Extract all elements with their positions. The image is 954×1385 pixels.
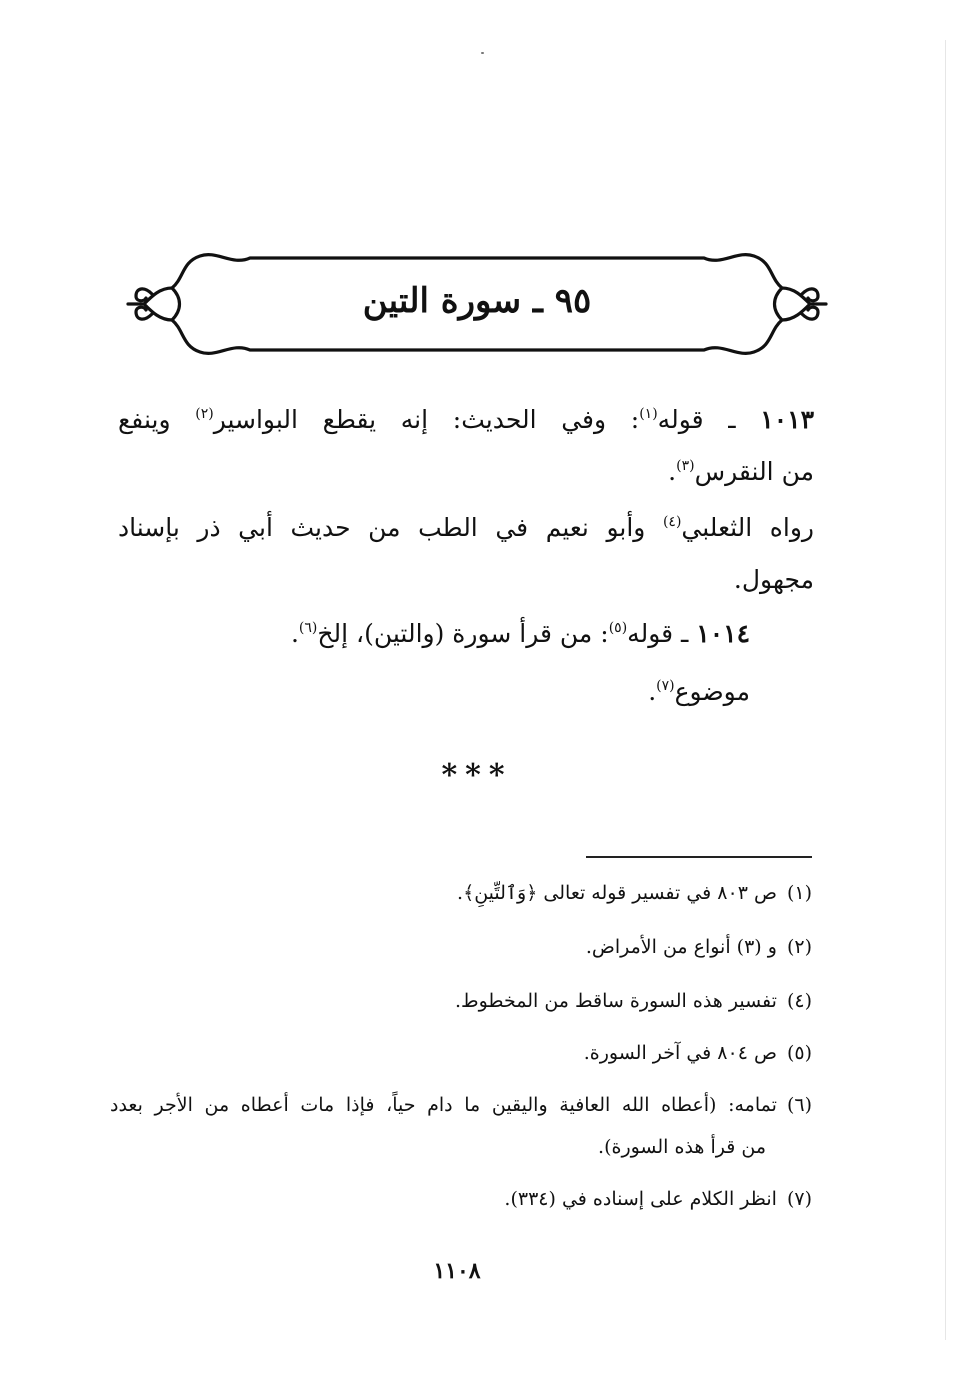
- footnote-6-line1: [110, 1088, 812, 1122]
- section-separator: ***: [441, 758, 513, 793]
- footnote-1: [300, 876, 812, 910]
- footnote-ref[interactable]: (٧): [656, 678, 675, 694]
- narration-line1: [118, 508, 814, 548]
- footnote-4: [300, 984, 812, 1018]
- verdict-text: .: [648, 677, 657, 706]
- footnote-text: تمامه: (أعطاه الله العافية واليقين ما دام حياً، فإذا مات أعطاه من الأجر بعدد: [110, 1094, 777, 1116]
- narration-line2: مجهول.: [733, 565, 814, 594]
- footnote-7: [300, 1182, 812, 1216]
- entry-number: ١٠١٣: [760, 405, 814, 434]
- entry-number: ١٠١٤: [696, 619, 750, 648]
- footnote-text: ص ٨٠٣ في تفسير قوله تعالى ﴿وَٱلتِّينِ﴾.: [457, 882, 777, 904]
- footnote-text: و (٣) أنواع من الأمراض.: [585, 936, 777, 958]
- entry-text: من النقرس: [694, 457, 814, 486]
- entry-text: : من قرأ سورة (والتين)، إلخ: [317, 619, 609, 648]
- page-number: ١١٠٨: [433, 1258, 481, 1284]
- footnote-ref[interactable]: (١): [639, 406, 658, 422]
- footnote-text: تفسير هذه السورة ساقط من المخطوط.: [454, 990, 777, 1012]
- page-edge: [945, 40, 946, 1340]
- entry-text: وينفع: [118, 405, 196, 434]
- footnote-ref[interactable]: (٢): [195, 406, 214, 422]
- surah-title: ٩٥ ـ سورة التين: [362, 281, 592, 321]
- verdict-text: موضوع: [674, 677, 750, 706]
- entry-text: ـ قوله: [627, 619, 697, 648]
- entry-1013-line1: [118, 400, 814, 440]
- footnote-number: (٦): [786, 1094, 812, 1116]
- entry-1014: [150, 614, 750, 654]
- footnote-ref[interactable]: (٣): [676, 458, 695, 474]
- footnote-text: انظر الكلام على إسناده في (٣٣٤).: [504, 1188, 777, 1210]
- footnote-text: ص ٨٠٤ في آخر السورة.: [583, 1042, 777, 1064]
- footnote-number: (٢): [786, 936, 812, 958]
- footnote-divider: [586, 856, 812, 858]
- footnote-2: [300, 930, 812, 964]
- entry-text: .: [290, 619, 299, 648]
- entry-text: .: [668, 457, 677, 486]
- page-speck: [481, 52, 484, 54]
- footnote-6-line2: من قرأ هذه السورة).: [598, 1136, 766, 1158]
- footnote-ref[interactable]: (٤): [662, 514, 682, 530]
- footnote-ref[interactable]: (٥): [608, 620, 628, 636]
- entry-1013-line2: [300, 452, 814, 492]
- footnote-number: (١): [786, 882, 812, 904]
- footnote-number: (٧): [786, 1188, 812, 1210]
- footnote-5: [300, 1036, 812, 1070]
- narration-text: رواه الثعلبي: [681, 513, 814, 542]
- entry-text: : وفي الحديث: إنه يقطع البواسير: [213, 405, 640, 434]
- footnote-number: (٥): [786, 1042, 812, 1064]
- entry-text: ـ قوله: [657, 405, 761, 434]
- footnote-ref[interactable]: (٦): [298, 620, 318, 636]
- footnote-number: (٤): [786, 990, 812, 1012]
- verdict-line: [450, 672, 750, 712]
- narration-text: وأبو نعيم في الطب من حديث أبي ذر بإسناد: [118, 513, 663, 542]
